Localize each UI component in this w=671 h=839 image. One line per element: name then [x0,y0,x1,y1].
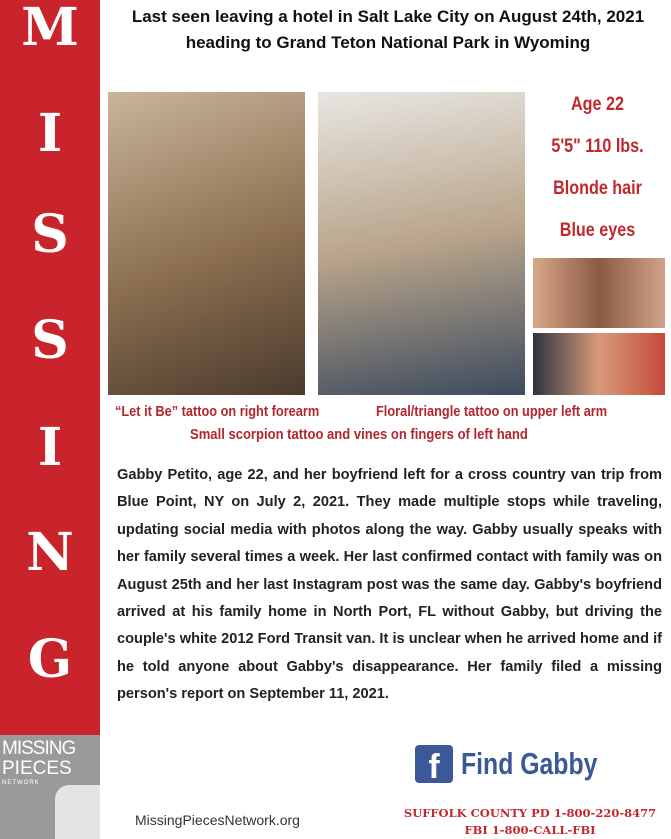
tattoo-caption: Small scorpion tattoo and vines on fingers of left hand [190,427,528,443]
banner-letter: I [37,417,63,478]
facebook-label: Find Gabby [461,746,598,781]
tattoo-caption: Floral/triangle tattoo on upper left arm [376,404,608,420]
banner-letter: N [26,522,74,583]
suffolk-pd-contact: SUFFOLK COUNTY PD 1-800-220-8477 [403,806,657,820]
banner-letter: S [31,310,69,371]
puzzle-piece-icon [55,785,100,839]
photo-gabby-1 [108,92,305,395]
missing-banner [0,0,100,735]
missing-pieces-logo [0,735,100,839]
website-link[interactable]: MissingPiecesNetwork.org [135,812,300,828]
tattoo-caption: “Let it Be” tattoo on right forearm [115,404,320,420]
photo-tattoo-arm [533,333,665,395]
case-description: Gabby Petito, age 22, and her boyfriend left for a cross country van trip from Blue Point, NY on July 2, 2021. They made multiple stops while traveling, updating social media with photos along the way. Gabby usually speaks with her family several times a week. Her last confirmed contact with family was on August 25th and her last Instagram post was the same day. Gabby's boyfriend arrived at his family home in North Port, FL without Gabby, but driving the couple's white 2012 Ford Transit van. It is unclear when he arrived home and if he told anyone about Gabby's disappearance. Her family filed a missing person's report on September 11, 2021. [117,467,662,703]
facebook-find-gabby[interactable] [415,745,632,783]
fbi-contact: FBI 1-800-CALL-FBI [464,823,596,837]
last-seen-header: Last seen leaving a hotel in Salt Lake City on August 24th, 2021 heading to Grand Teton National Park in Wyoming [131,7,645,52]
height-weight: 5'5" 110 lbs. [551,136,644,157]
banner-letter: G [27,629,73,690]
facebook-icon: f [415,745,453,783]
banner-letter: I [37,103,63,164]
photo-tattoo-hand [533,258,665,328]
eye-color: Blue eyes [559,220,636,241]
banner-letter: S [31,204,69,265]
photo-gabby-2 [318,92,525,395]
logo-line: NETWORK [2,780,40,786]
logo-line: MISSING [2,738,76,759]
age: Age 22 [571,94,624,115]
hair-color: Blonde hair [553,178,642,199]
logo-line: PIECES [2,758,72,779]
banner-letter: M [21,0,79,58]
